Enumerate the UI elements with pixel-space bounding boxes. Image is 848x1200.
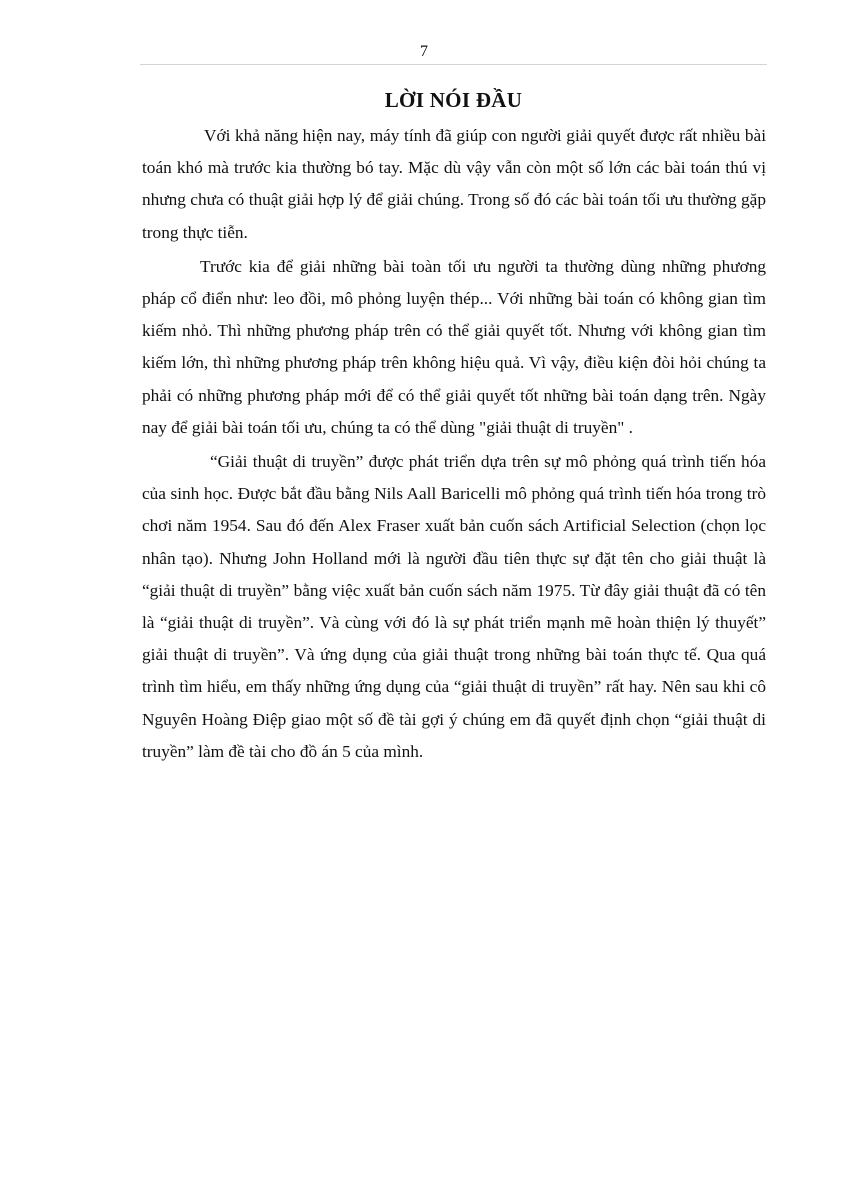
header-divider xyxy=(140,64,767,65)
body-text xyxy=(142,120,766,770)
page-number: 7 xyxy=(420,43,428,60)
paragraph-genetic-algorithm: “Giải thuật di truyền” được phát triển dựa trên sự mô phỏng quá trình tiến hóa của sinh học. Được bắt đầu bằng Nils Aall Baricelli mô phỏng quá trình tiến hóa trong trò chơi năm 1954. Sau đó đến Alex Fraser xuất bản cuốn sách Artificial Selection (chọn lọc nhân tạo). Nhưng John Holland mới là người đầu tiên thực sự đặt tên cho giải thuật là “giải thuật di truyền” bằng việc xuất bản cuốn sách năm 1975. Từ đây giải thuật đã có tên là “giải thuật di truyền”. Và cùng với đó là sự phát triển mạnh mẽ hoàn thiện lý thuyết” giải thuật di truyền”. Và ứng dụng của giải thuật trong những bài toán thực tế. Qua quá trình tìm hiểu, em thấy những ứng dụng của “giải thuật di truyền” rất hay. Nên sau khi cô Nguyên Hoàng Điệp giao một số đề tài gợi ý chúng em đã quyết định chọn “giải thuật di truyền” làm đề tài cho đồ án 5 của mình. xyxy=(142,452,766,761)
paragraph-classic-methods: Trước kia để giải những bài toàn tối ưu người ta thường dùng những phương pháp cổ điển như: leo đồi, mô phỏng luyện thép... Với những bài toán có không gian tìm kiếm nhỏ. Thì những phương pháp trên có thể giải quyết tốt. Nhưng với không gian tìm kiếm lớn, thì những phương pháp trên không hiệu quả. Vì vậy, điều kiện đòi hỏi chúng ta phải có những phương pháp mới để có thể giải quyết tốt những bài toán dạng trên. Ngày nay để giải bài toán tối ưu, chúng ta có thể dùng "giải thuật di truyền" . xyxy=(142,256,766,437)
page-title: LỜI NÓI ĐẦU xyxy=(384,88,523,112)
paragraph-intro: Với khả năng hiện nay, máy tính đã giúp con người giải quyết được rất nhiều bài toán khó mà trước kia thường bó tay. Mặc dù vậy vẫn còn một số lớn các bài toán thú vị nhưng chưa có thuật giải hợp lý để giải chúng. Trong số đó các bài toán tối ưu thường gặp trong thực tiễn. xyxy=(142,126,766,242)
